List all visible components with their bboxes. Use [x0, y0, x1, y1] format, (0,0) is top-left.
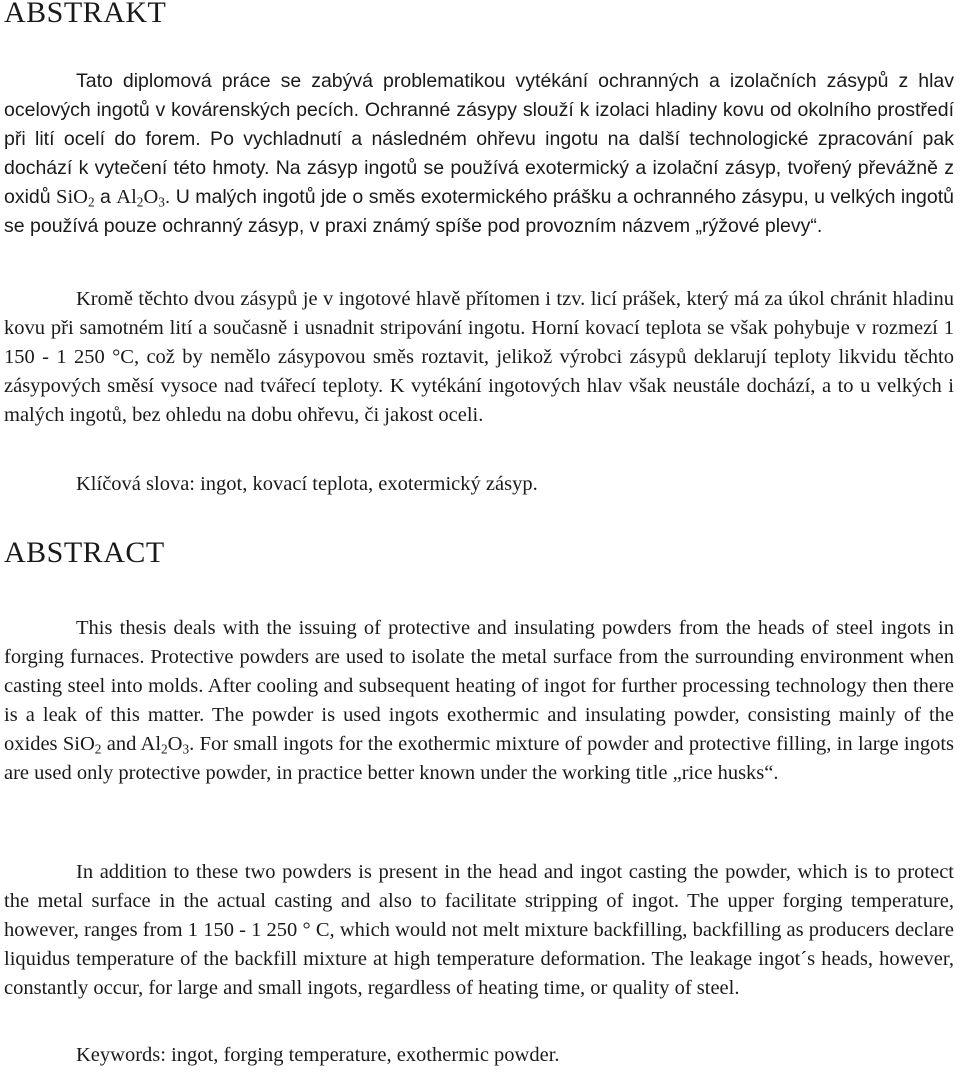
heading-abstract: ABSTRACT	[4, 536, 165, 569]
formula-sio2-en: SiO$_2$	[62, 733, 102, 757]
formula-al2o3: $Al_2O_3$	[116, 186, 165, 210]
formula-sio2: SiO$_2$	[56, 186, 95, 210]
klicova-slova: Klíčová slova: ingot, kovací teplota, exotermický zásyp.	[76, 473, 538, 495]
abstract-paragraph-2: In addition to these two powders is present in the head and ingot casting the powder, which is to protect the metal surface in the actual casting and also to facilitate stripping of ingot. The upper forging temperature, however, ranges from 1 150 - 1 250 ° C, which would not melt mixture backfilling, backfilling as producers declare liquidus temperature of the backfill mixture at high temperature deformation. The leakage ingot´s heads, however, constantly occur, for large and small ingots, regardless of heating time, or quality of steel.	[4, 861, 954, 999]
formula-al2o3-en: $Al_2O_3$	[140, 733, 190, 757]
abstrakt-paragraph-1: Tato diplomová práce se zabývá problematikou vytékání ochranných a izolačních zásypů z hlav ocelových ingotů v kovárenských pecích. Ochranné zásypy slouží k izolaci hladiny kovu od okolního prostředí při lití ocelí do forem. Po vychladnutí a následném ohřevu ingotu na další technologické zpracování pak dochází k vytečení této hmoty. Na zásyp ingotů se používá exotermický a izolační zásyp, tvořený převážně z oxidů SiO$_2$ a $Al_2O_3$. U malých ingotů jde o směs exotermického prášku a ochranného zásypu, u velkých ingotů se používá pouze ochranný zásyp, v praxi známý spíše pod provozním názvem „rýžové plevy“.	[4, 70, 955, 237]
abstrakt-p1-text-end: . U malých ingotů jde o směs exotermického prášku a ochranného zásypu, u velkých ingotů se používá pouze ochranný zásyp, v praxi známý spíše pod provozním názvem „rýžové plevy“.	[4, 186, 955, 237]
abstract-paragraph-1: This thesis deals with the issuing of protective and insulating powders from the heads of steel ingots in forging furnaces. Protective powders are used to isolate the metal surface from the surrounding environment when casting steel into molds. After cooling and subsequent heating of ingot for further processing technology then there is a leak of this matter. The powder is used ingots exothermic and insulating powder, consisting mainly of the oxides SiO$_2$ and $Al_2O_3$. For small ingots for the exothermic mixture of powder and protective filling, in large ingots are used only protective powder, in practice better known under the working title „rice husks“.	[4, 617, 954, 784]
abstract-p1-text: This thesis deals with the issuing of protective and insulating powders from the heads of steel ingots in forging furnaces. Protective powders are used to isolate the metal surface from the surrounding environment when casting steel into molds. After cooling and subsequent heating of ingot for further processing technology then there is a leak of this matter. The powder is used ingots exothermic and insulating powder, consisting mainly of the oxides	[4, 617, 954, 755]
abstract-p1-text-end: . For small ingots for the exothermic mixture of powder and protective filling, in large ingots are used only protective powder, in practice better known under the working title „rice husks“.	[4, 733, 954, 784]
heading-abstrakt: ABSTRAKT	[4, 0, 167, 29]
keywords: Keywords: ingot, forging temperature, exothermic powder.	[76, 1044, 560, 1066]
abstrakt-p1-text: Tato diplomová práce se zabývá problematikou vytékání ochranných a izolačních zásypů z hlav ocelových ingotů v kovárenských pecích. Ochranné zásypy slouží k izolaci hladiny kovu od okolního prostředí při lití ocelí do forem. Po vychladnutí a následném ohřevu ingotu na další technologické zpracování pak dochází k vytečení této hmoty. Na zásyp ingotů se používá exotermický a izolační zásyp, tvořený převážně z oxidů	[4, 70, 954, 208]
abstrakt-paragraph-2: Kromě těchto dvou zásypů je v ingotové hlavě přítomen i tzv. licí prášek, který má za úkol chránit hladinu kovu při samotném lití a současně i usnadnit stripování ingotu. Horní kovací teplota se však pohybuje v rozmezí 1 150 - 1 250 °C, což by nemělo zásypovou směs roztavit, jelikož výrobci zásypů deklarují teploty likvidu těchto zásypových směsí vysoce nad tvářecí teploty. K vytékání ingotových hlav však neustále dochází, a to u velkých i malých ingotů, bez ohledu na dobu ohřevu, či jakost oceli.	[4, 288, 954, 426]
